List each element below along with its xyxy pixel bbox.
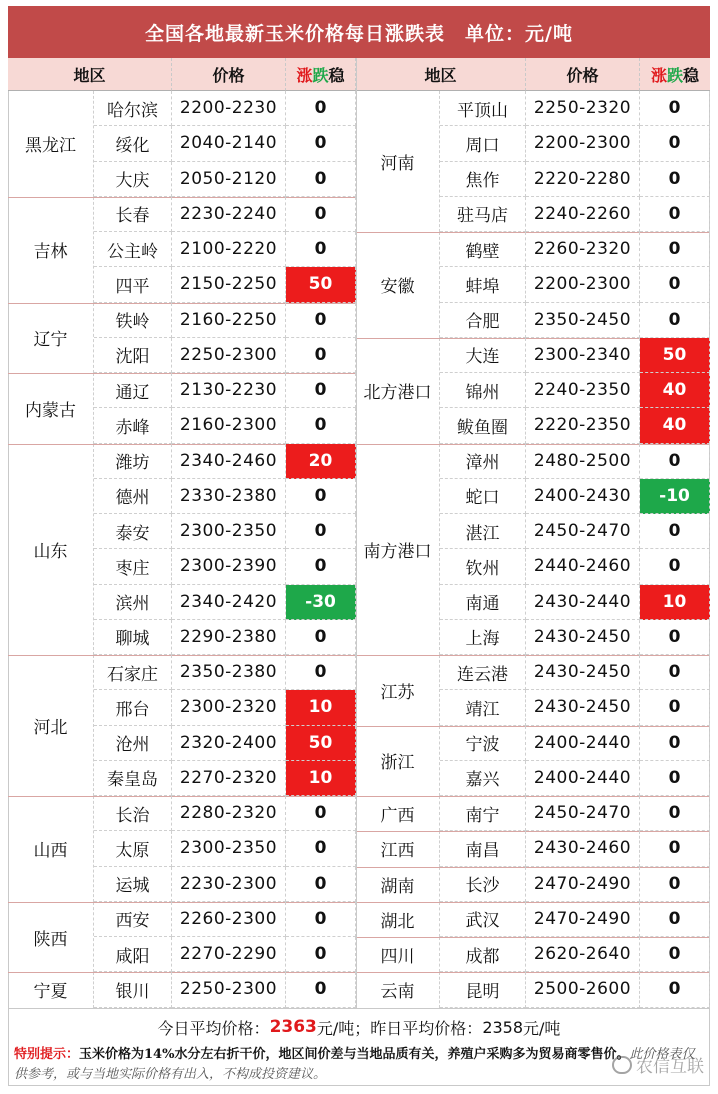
change-cell: 0	[286, 126, 356, 161]
price-cell: 2250-2300	[172, 972, 286, 1007]
change-cell: 0	[286, 408, 356, 443]
yesterday-avg-label: 昨日平均价格：	[370, 1018, 483, 1038]
price-cell: 2160-2250	[172, 303, 286, 338]
city-cell: 沧州	[94, 726, 172, 761]
city-cell: 鲅鱼圈	[440, 408, 526, 443]
change-cell: 0	[286, 620, 356, 655]
change-cell: 50	[640, 338, 710, 373]
city-cell: 长治	[94, 796, 172, 831]
price-cell: 2330-2380	[172, 479, 286, 514]
price-cell: 2220-2280	[526, 162, 640, 197]
change-cell: 0	[640, 831, 710, 866]
province-cell: 河北	[8, 655, 94, 796]
change-cell: 0	[640, 726, 710, 761]
price-cell: 2230-2300	[172, 867, 286, 902]
change-cell: 0	[640, 937, 710, 972]
city-cell: 德州	[94, 479, 172, 514]
change-cell: 0	[286, 655, 356, 690]
city-cell: 驻马店	[440, 197, 526, 232]
change-cell: 40	[640, 408, 710, 443]
notice-disclaimer: 此价格表仅供参考，或与当地实际价格有出入，不构成投资建议。	[14, 1047, 695, 1082]
city-cell: 哈尔滨	[94, 91, 172, 126]
change-cell: 0	[640, 655, 710, 690]
header-up-label: 涨	[296, 65, 313, 85]
header-up-label: 涨	[650, 65, 667, 85]
city-cell: 公主岭	[94, 232, 172, 267]
province-cell: 辽宁	[8, 303, 94, 374]
price-cell: 2100-2220	[172, 232, 286, 267]
change-cell: 0	[640, 549, 710, 584]
price-cell: 2040-2140	[172, 126, 286, 161]
city-cell: 铁岭	[94, 303, 172, 338]
city-cell: 聊城	[94, 620, 172, 655]
price-cell: 2160-2300	[172, 408, 286, 443]
province-cell: 江苏	[356, 655, 440, 726]
price-cell: 2440-2460	[526, 549, 640, 584]
city-cell: 长春	[94, 197, 172, 232]
city-cell: 平顶山	[440, 91, 526, 126]
change-cell: 0	[286, 479, 356, 514]
city-cell: 滨州	[94, 585, 172, 620]
city-cell: 枣庄	[94, 549, 172, 584]
header-flat-label: 稳	[328, 65, 345, 85]
city-cell: 周口	[440, 126, 526, 161]
header-down-label: 跌	[666, 65, 683, 85]
change-cell: 0	[640, 620, 710, 655]
city-cell: 赤峰	[94, 408, 172, 443]
price-cell: 2320-2400	[172, 726, 286, 761]
price-cell: 2050-2120	[172, 162, 286, 197]
price-cell: 2290-2380	[172, 620, 286, 655]
province-cell: 山东	[8, 444, 94, 656]
city-cell: 长沙	[440, 867, 526, 902]
today-avg-unit: 元/吨；	[316, 1018, 371, 1038]
province-cell: 广西	[356, 796, 440, 831]
change-cell: 0	[286, 902, 356, 937]
change-cell: 0	[286, 972, 356, 1007]
header-down-label: 跌	[312, 65, 329, 85]
price-cell: 2240-2260	[526, 197, 640, 232]
price-cell: 2270-2320	[172, 761, 286, 796]
change-cell: 0	[286, 162, 356, 197]
price-cell: 2400-2430	[526, 479, 640, 514]
price-cell: 2470-2490	[526, 867, 640, 902]
change-cell: 0	[286, 232, 356, 267]
price-cell: 2220-2350	[526, 408, 640, 443]
yesterday-avg-value: 2358	[482, 1017, 524, 1037]
change-cell: 0	[286, 514, 356, 549]
city-cell: 南昌	[440, 831, 526, 866]
price-cell: 2400-2440	[526, 761, 640, 796]
price-cell: 2430-2440	[526, 585, 640, 620]
province-cell: 安徽	[356, 232, 440, 338]
price-cell: 2130-2230	[172, 373, 286, 408]
city-cell: 武汉	[440, 902, 526, 937]
city-cell: 银川	[94, 972, 172, 1007]
province-cell: 山西	[8, 796, 94, 902]
header-change-left	[286, 58, 356, 91]
change-cell: 20	[286, 444, 356, 479]
change-cell: 10	[640, 585, 710, 620]
province-cell: 湖北	[356, 902, 440, 937]
price-cell: 2450-2470	[526, 514, 640, 549]
change-cell: 0	[286, 91, 356, 126]
city-cell: 西安	[94, 902, 172, 937]
city-cell: 合肥	[440, 303, 526, 338]
change-cell: 0	[640, 972, 710, 1007]
province-cell: 内蒙古	[8, 373, 94, 444]
city-cell: 四平	[94, 267, 172, 302]
change-cell: 0	[640, 126, 710, 161]
price-cell: 2260-2320	[526, 232, 640, 267]
price-cell: 2620-2640	[526, 937, 640, 972]
change-cell: 0	[640, 162, 710, 197]
province-cell: 南方港口	[356, 444, 440, 656]
change-cell: 10	[286, 761, 356, 796]
price-cell: 2300-2350	[172, 831, 286, 866]
city-cell: 绥化	[94, 126, 172, 161]
header-region-right: 地区	[356, 58, 526, 91]
price-cell: 2200-2230	[172, 91, 286, 126]
city-cell: 成都	[440, 937, 526, 972]
city-cell: 上海	[440, 620, 526, 655]
change-cell: 0	[640, 197, 710, 232]
change-cell: 50	[286, 267, 356, 302]
province-cell: 陕西	[8, 902, 94, 973]
price-cell: 2250-2320	[526, 91, 640, 126]
change-cell: 0	[286, 373, 356, 408]
change-cell: 0	[640, 867, 710, 902]
change-cell: 0	[640, 690, 710, 725]
change-cell: 0	[640, 514, 710, 549]
change-cell: 40	[640, 373, 710, 408]
change-cell: 0	[286, 303, 356, 338]
province-cell: 浙江	[356, 726, 440, 797]
city-cell: 焦作	[440, 162, 526, 197]
table-title: 全国各地最新玉米价格每日涨跌表 单位：元/吨	[8, 6, 710, 58]
price-cell: 2260-2300	[172, 902, 286, 937]
special-notice	[14, 1045, 704, 1085]
yesterday-avg-unit: 元/吨	[523, 1018, 561, 1038]
price-cell: 2430-2450	[526, 655, 640, 690]
change-cell: 0	[286, 338, 356, 373]
city-cell: 鹤壁	[440, 232, 526, 267]
change-cell: 0	[640, 303, 710, 338]
header-price-left: 价格	[172, 58, 286, 91]
price-cell: 2500-2600	[526, 972, 640, 1007]
price-cell: 2230-2240	[172, 197, 286, 232]
change-cell: 50	[286, 726, 356, 761]
header-price-right: 价格	[526, 58, 640, 91]
price-cell: 2470-2490	[526, 902, 640, 937]
today-avg-label: 今日平均价格：	[157, 1018, 270, 1038]
city-cell: 嘉兴	[440, 761, 526, 796]
watermark	[612, 1052, 704, 1077]
price-cell: 2350-2380	[172, 655, 286, 690]
header-change-right	[640, 58, 710, 91]
city-cell: 宁波	[440, 726, 526, 761]
change-cell: -10	[640, 479, 710, 514]
city-cell: 漳州	[440, 444, 526, 479]
province-cell: 吉林	[8, 197, 94, 303]
province-cell: 四川	[356, 937, 440, 972]
city-cell: 秦皇岛	[94, 761, 172, 796]
change-cell: 0	[286, 549, 356, 584]
price-cell: 2200-2300	[526, 267, 640, 302]
price-cell: 2250-2300	[172, 338, 286, 373]
change-cell: -30	[286, 585, 356, 620]
change-cell: 0	[640, 91, 710, 126]
city-cell: 昆明	[440, 972, 526, 1007]
province-cell: 河南	[356, 91, 440, 232]
city-cell: 泰安	[94, 514, 172, 549]
city-cell: 锦州	[440, 373, 526, 408]
price-cell: 2240-2350	[526, 373, 640, 408]
price-cell: 2270-2290	[172, 937, 286, 972]
city-cell: 石家庄	[94, 655, 172, 690]
price-cell: 2300-2350	[172, 514, 286, 549]
city-cell: 沈阳	[94, 338, 172, 373]
change-cell: 0	[640, 902, 710, 937]
notice-label: 特别提示：	[14, 1047, 80, 1062]
price-cell: 2480-2500	[526, 444, 640, 479]
city-cell: 南通	[440, 585, 526, 620]
change-cell: 0	[640, 267, 710, 302]
price-cell: 2430-2450	[526, 690, 640, 725]
city-cell: 太原	[94, 831, 172, 866]
change-cell: 10	[286, 690, 356, 725]
city-cell: 运城	[94, 867, 172, 902]
city-cell: 大庆	[94, 162, 172, 197]
price-cell: 2150-2250	[172, 267, 286, 302]
province-cell: 湖南	[356, 867, 440, 902]
change-cell: 0	[640, 796, 710, 831]
price-cell: 2450-2470	[526, 796, 640, 831]
change-cell: 0	[286, 796, 356, 831]
notice-text: 玉米价格为14%水分左右折干价，地区间价差与当地品质有关，养殖户采购多为贸易商零售价。	[79, 1047, 630, 1062]
change-cell: 0	[640, 444, 710, 479]
watermark-text: 农信互联	[636, 1057, 704, 1077]
city-cell: 蛇口	[440, 479, 526, 514]
change-cell: 0	[286, 937, 356, 972]
today-avg-value: 2363	[269, 1017, 317, 1037]
price-cell: 2430-2450	[526, 620, 640, 655]
province-cell: 宁夏	[8, 972, 94, 1007]
price-cell: 2300-2340	[526, 338, 640, 373]
city-cell: 通辽	[94, 373, 172, 408]
change-cell: 0	[640, 761, 710, 796]
city-cell: 咸阳	[94, 937, 172, 972]
change-cell: 0	[286, 867, 356, 902]
header-flat-label: 稳	[683, 65, 700, 85]
price-cell: 2300-2390	[172, 549, 286, 584]
city-cell: 南宁	[440, 796, 526, 831]
province-cell: 黑龙江	[8, 91, 94, 197]
city-cell: 钦州	[440, 549, 526, 584]
change-cell: 0	[640, 232, 710, 267]
chat-bubble-icon	[612, 1056, 632, 1074]
price-cell: 2340-2460	[172, 444, 286, 479]
change-cell: 0	[286, 197, 356, 232]
price-cell: 2280-2320	[172, 796, 286, 831]
price-cell: 2200-2300	[526, 126, 640, 161]
price-cell: 2340-2420	[172, 585, 286, 620]
city-cell: 邢台	[94, 690, 172, 725]
province-cell: 江西	[356, 831, 440, 866]
province-cell: 北方港口	[356, 338, 440, 444]
price-cell: 2300-2320	[172, 690, 286, 725]
change-cell: 0	[286, 831, 356, 866]
price-cell: 2400-2440	[526, 726, 640, 761]
center-divider	[356, 58, 357, 1008]
city-cell: 大连	[440, 338, 526, 373]
city-cell: 连云港	[440, 655, 526, 690]
price-cell: 2350-2450	[526, 303, 640, 338]
city-cell: 湛江	[440, 514, 526, 549]
province-cell: 云南	[356, 972, 440, 1007]
price-cell: 2430-2460	[526, 831, 640, 866]
average-price-row	[8, 1008, 710, 1045]
city-cell: 靖江	[440, 690, 526, 725]
city-cell: 蚌埠	[440, 267, 526, 302]
header-region-left: 地区	[8, 58, 172, 91]
city-cell: 潍坊	[94, 444, 172, 479]
